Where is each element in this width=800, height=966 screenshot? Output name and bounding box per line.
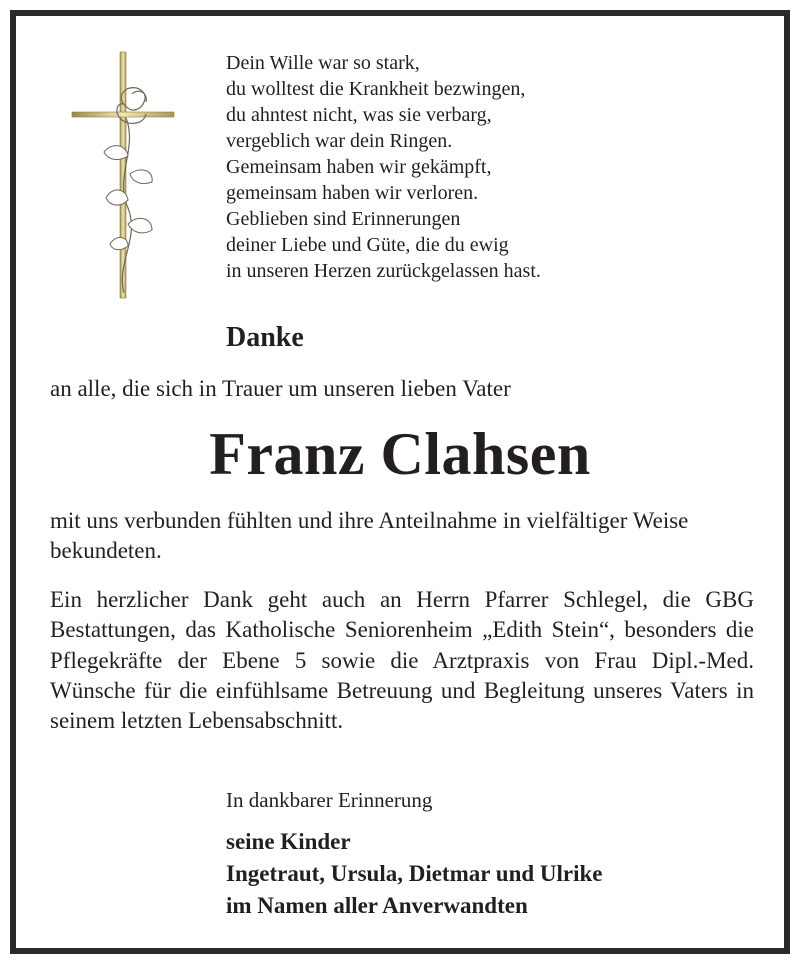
poem-line: Dein Wille war so stark, bbox=[226, 52, 420, 74]
intro-text: an alle, die sich in Trauer um unseren lieben Vater bbox=[50, 376, 511, 401]
poem-line: Geblieben sind Erinnerungen bbox=[226, 208, 461, 230]
closing-line: In dankbarer Erinnerung bbox=[226, 788, 433, 812]
poem-line: vergeblich war dein Ringen. bbox=[226, 130, 453, 152]
cross-with-rose-icon bbox=[66, 48, 186, 308]
signature-line: seine Kinder bbox=[226, 829, 351, 854]
poem-line: Gemeinsam haben wir gekämpft, bbox=[226, 156, 492, 178]
paragraph-sympathy: mit uns verbunden fühlten und ihre Anteilnahme in vielfältiger Weise bekundeten. bbox=[50, 508, 689, 563]
signature-line: im Namen aller Anverwandten bbox=[226, 893, 528, 918]
poem-line: du ahntest nicht, was sie verbarg, bbox=[226, 104, 492, 126]
poem-line: gemeinsam haben wir verloren. bbox=[226, 182, 479, 204]
poem-line: deiner Liebe und Güte, die du ewig bbox=[226, 234, 509, 256]
signature-line: Ingetraut, Ursula, Dietmar und Ulrike bbox=[226, 861, 603, 886]
paragraph-thanks: Ein herzlicher Dank geht auch an Herrn Pfarrer Schlegel, die GBG Bestattungen, das Katholische Seniorenheim „Edith Stein“, besonders die Pflegekräfte der Ebene 5 sowie die Arztpraxis von Frau Dipl.-Med. Wünsche für die einfühlsame Betreuung und Begleitung unseres Vaters in seinem letzten Lebensabschnitt. bbox=[50, 587, 754, 734]
poem bbox=[226, 50, 541, 284]
poem-line: in unseren Herzen zurückgelassen hast. bbox=[226, 260, 541, 282]
deceased-name: Franz Clahsen bbox=[209, 421, 591, 487]
heading: Danke bbox=[226, 322, 304, 353]
poem-line: du wolltest die Krankheit bezwingen, bbox=[226, 78, 526, 100]
signature bbox=[226, 826, 603, 922]
